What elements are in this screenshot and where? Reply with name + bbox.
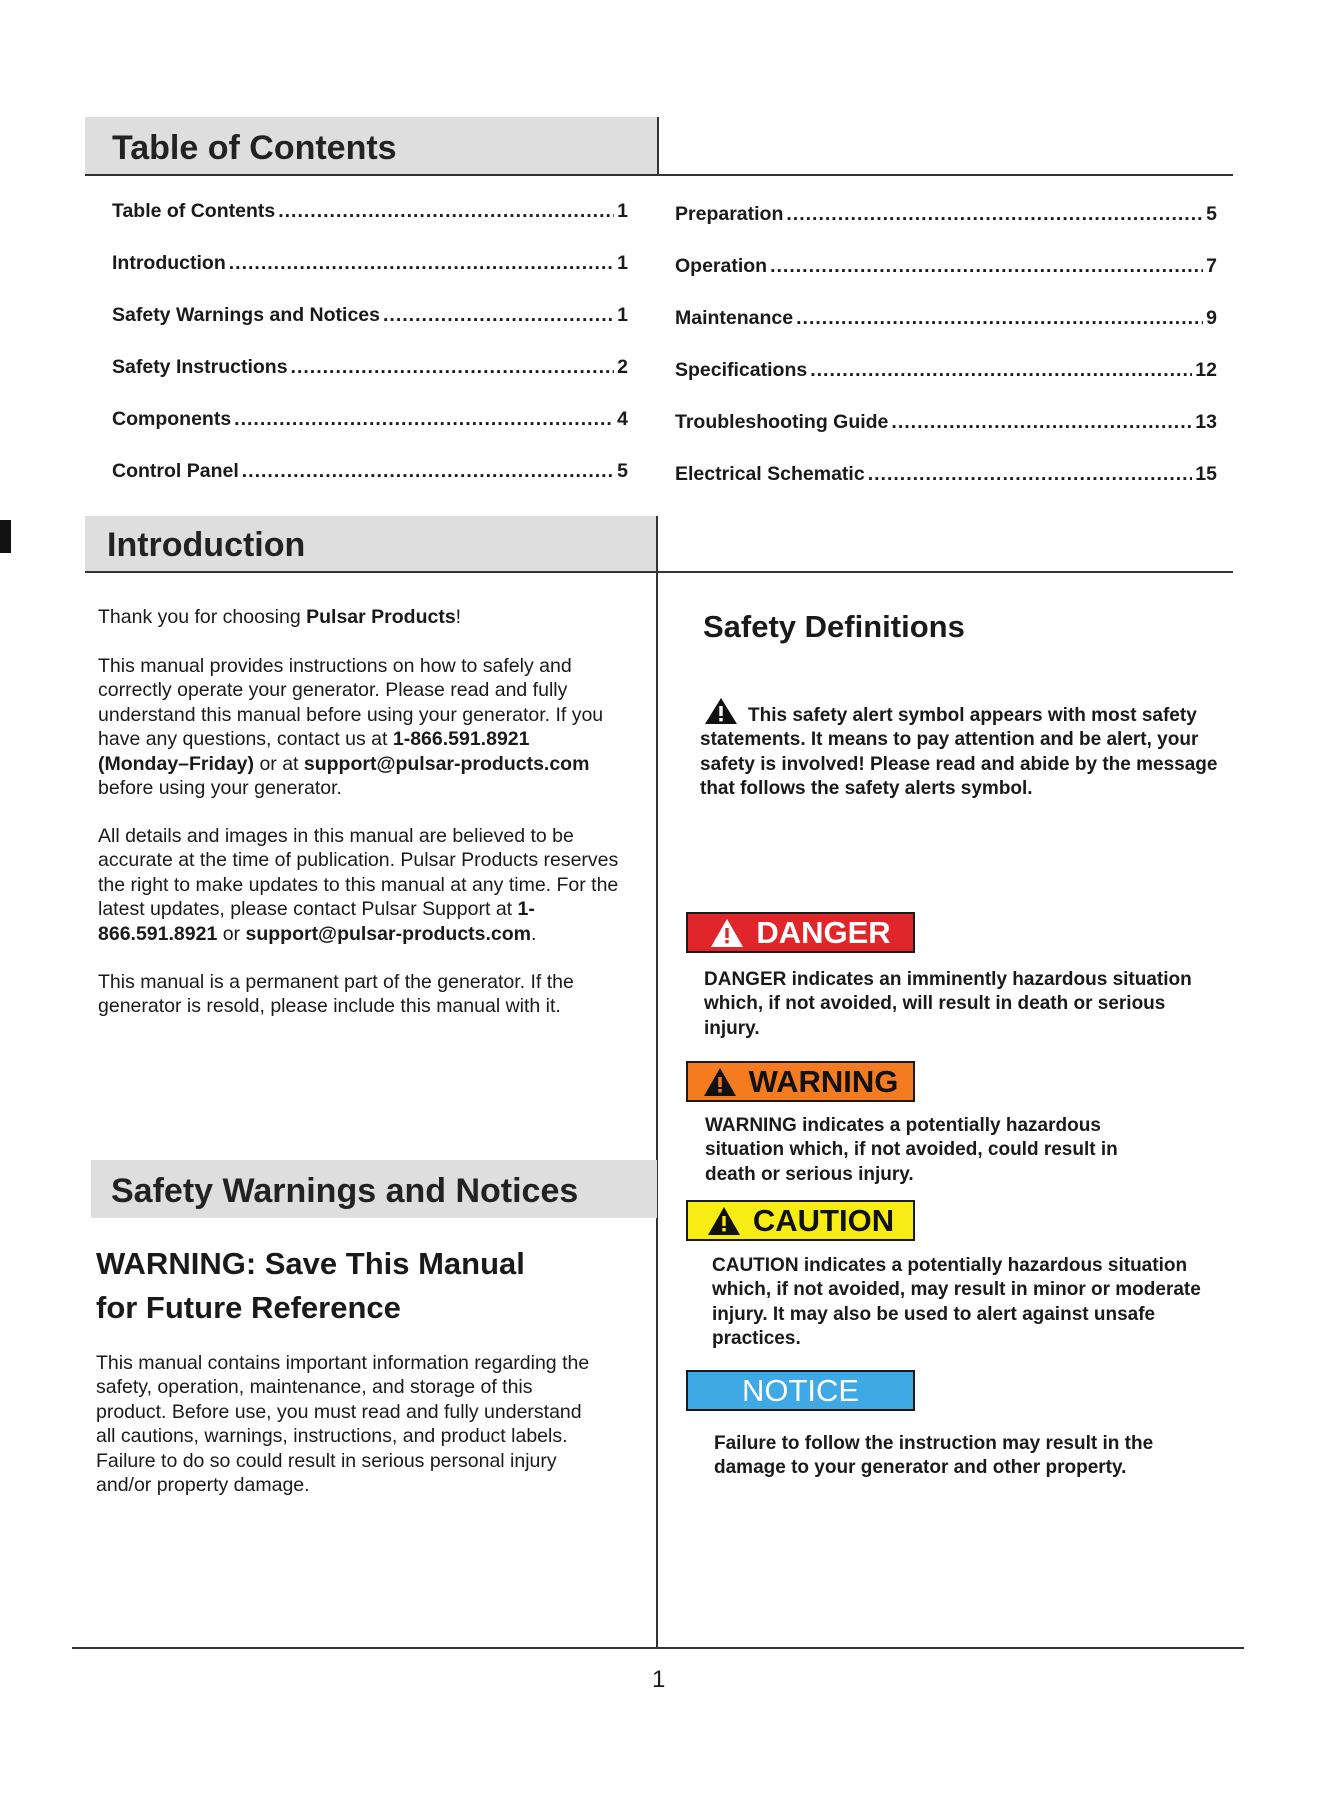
toc-entry-page: 5 bbox=[1206, 203, 1217, 225]
notice-label-text: NOTICE bbox=[741, 1372, 860, 1408]
intro-paragraph-permanent: This manual is a permanent part of the generator. If the generator is resold, please include this manual with it. bbox=[98, 971, 574, 1018]
caution-label-text: CAUTION bbox=[752, 1202, 895, 1238]
toc-entry[interactable] bbox=[112, 252, 628, 275]
toc-entry[interactable] bbox=[675, 411, 1217, 434]
toc-entry[interactable] bbox=[675, 359, 1217, 382]
notice-signal-label bbox=[686, 1370, 915, 1411]
edge-tab-marker bbox=[0, 520, 11, 553]
toc-entry-label: Components bbox=[112, 408, 232, 430]
toc-leader bbox=[229, 252, 614, 275]
intro-paragraph-thanks: Thank you for choosing Pulsar Products! bbox=[98, 606, 462, 628]
safety-alert-icon bbox=[704, 697, 738, 725]
toc-entry-page: 1 bbox=[617, 304, 628, 326]
toc-entry-label: Introduction bbox=[112, 252, 226, 274]
toc-entry[interactable] bbox=[675, 463, 1217, 486]
footer-rule bbox=[72, 1647, 1244, 1649]
toc-entry[interactable] bbox=[112, 460, 628, 483]
danger-signal-label bbox=[686, 912, 915, 953]
toc-entry-label: Safety Warnings and Notices bbox=[112, 304, 381, 326]
caution-signal-label bbox=[686, 1200, 915, 1241]
toc-entry[interactable] bbox=[675, 203, 1217, 226]
toc-entry-page: 2 bbox=[617, 356, 628, 378]
caution-alert-icon bbox=[707, 1206, 741, 1236]
intro-header-rule bbox=[85, 571, 1233, 573]
toc-heading: Table of Contents bbox=[112, 129, 397, 167]
warning-definition: WARNING indicates a potentially hazardous situation which, if not avoided, could result in death or serious injury. bbox=[705, 1115, 1118, 1185]
toc-header-band bbox=[85, 117, 658, 175]
toc-leader bbox=[796, 307, 1203, 330]
toc-entry-page: 4 bbox=[617, 408, 628, 430]
support-hours: (Monday–Friday) bbox=[98, 752, 255, 775]
toc-leader bbox=[234, 408, 614, 431]
danger-label-text: DANGER bbox=[756, 914, 891, 950]
toc-entry[interactable] bbox=[675, 307, 1217, 330]
column-divider bbox=[656, 516, 658, 1648]
intro-heading: Introduction bbox=[107, 526, 306, 564]
toc-entry-label: Safety Instructions bbox=[112, 356, 288, 378]
toc-entry-page: 9 bbox=[1206, 307, 1217, 329]
toc-entry-label: Control Panel bbox=[112, 460, 239, 482]
page-number: 1 bbox=[652, 1666, 666, 1693]
save-manual-warning-title: WARNING: Save This Manual for Future Reference bbox=[96, 1246, 525, 1325]
toc-leader bbox=[891, 411, 1192, 434]
toc-leader bbox=[383, 304, 614, 327]
toc-entry-label: Troubleshooting Guide bbox=[675, 411, 889, 433]
phone-number: 1-866.591.8921 bbox=[392, 728, 530, 751]
intro-paragraph-instructions: This manual provides instructions on how to safely and correctly operate your generator. Please read and fully understand this manual before using your generator. If you have any questions, contact us at 1-866.591.8921 (Monday–Friday) or at support@pulsar-products.com before using your generator. bbox=[98, 655, 604, 800]
danger-definition: DANGER indicates an imminently hazardous situation which, if not avoided, will result in death or serious injury. bbox=[704, 969, 1192, 1039]
toc-entry-page: 1 bbox=[617, 200, 628, 222]
toc-leader bbox=[291, 356, 615, 379]
toc-leader bbox=[242, 460, 614, 483]
toc-entry-page: 1 bbox=[617, 252, 628, 274]
toc-entry[interactable] bbox=[112, 200, 628, 223]
notice-definition: Failure to follow the instruction may result in the damage to your generator and other property. bbox=[714, 1433, 1154, 1479]
safety-notices-header-band bbox=[91, 1160, 657, 1218]
toc-entry-label: Preparation bbox=[675, 203, 784, 225]
toc-leader bbox=[786, 203, 1203, 226]
brand-name: Pulsar Products bbox=[306, 606, 456, 628]
warning-alert-icon bbox=[703, 1067, 737, 1097]
toc-entry[interactable] bbox=[112, 304, 628, 327]
toc-entry-page: 7 bbox=[1206, 255, 1217, 277]
toc-leader bbox=[810, 359, 1192, 382]
phone-number: 1-866.591.8921 bbox=[98, 898, 535, 945]
toc-entry-page: 13 bbox=[1195, 411, 1217, 433]
toc-entry-label: Specifications bbox=[675, 359, 808, 381]
toc-entry-label: Operation bbox=[675, 255, 768, 277]
safety-alert-paragraph: This safety alert symbol appears with most safety statements. It means to pay attention and be alert, your safety is involved! Please read and abide by the message that follows the safety alerts symbol. bbox=[700, 697, 1235, 802]
toc-entry-page: 5 bbox=[617, 460, 628, 482]
caution-definition: CAUTION indicates a potentially hazardous situation which, if not avoided, may result in minor or moderate injury. It may also be used to alert against unsafe practices. bbox=[712, 1255, 1201, 1350]
toc-leader bbox=[278, 200, 614, 223]
toc-entry-label: Electrical Schematic bbox=[675, 463, 865, 485]
toc-entry[interactable] bbox=[675, 255, 1217, 278]
intro-header-band bbox=[85, 516, 657, 572]
toc-entry-label: Table of Contents bbox=[112, 200, 276, 222]
support-email: support@pulsar-products.com bbox=[303, 752, 590, 775]
safety-notices-heading: Safety Warnings and Notices bbox=[111, 1172, 579, 1210]
toc-entry-page: 15 bbox=[1195, 463, 1217, 485]
warning-label-text: WARNING bbox=[748, 1063, 899, 1099]
toc-header-divider bbox=[657, 117, 659, 175]
support-email: support@pulsar-products.com bbox=[245, 922, 532, 945]
danger-alert-icon bbox=[710, 918, 744, 948]
toc-entry-label: Maintenance bbox=[675, 307, 794, 329]
toc-entry[interactable] bbox=[112, 356, 628, 379]
intro-paragraph-accuracy: All details and images in this manual are believed to be accurate at the time of publication. Pulsar Products reserves the right to make updates to this manual at any time. For the latest updates, please contact Pulsar Support at 1-866.591.8921 or support@pulsar-products.com. bbox=[98, 825, 619, 945]
toc-leader bbox=[868, 463, 1193, 486]
safety-notices-body: This manual contains important information regarding the safety, operation, maintenance, and storage of this product. Before use, you must read and fully understand all cautions, warnings, instructions, and product labels. Failure to do so could result in serious personal injury and/or property damage. bbox=[96, 1352, 590, 1497]
toc-header-rule bbox=[85, 174, 1233, 176]
toc-entry[interactable] bbox=[112, 408, 628, 431]
warning-signal-label bbox=[686, 1061, 915, 1102]
toc-leader bbox=[770, 255, 1203, 278]
safety-definitions-heading: Safety Definitions bbox=[703, 609, 965, 644]
toc-entry-page: 12 bbox=[1195, 359, 1217, 381]
